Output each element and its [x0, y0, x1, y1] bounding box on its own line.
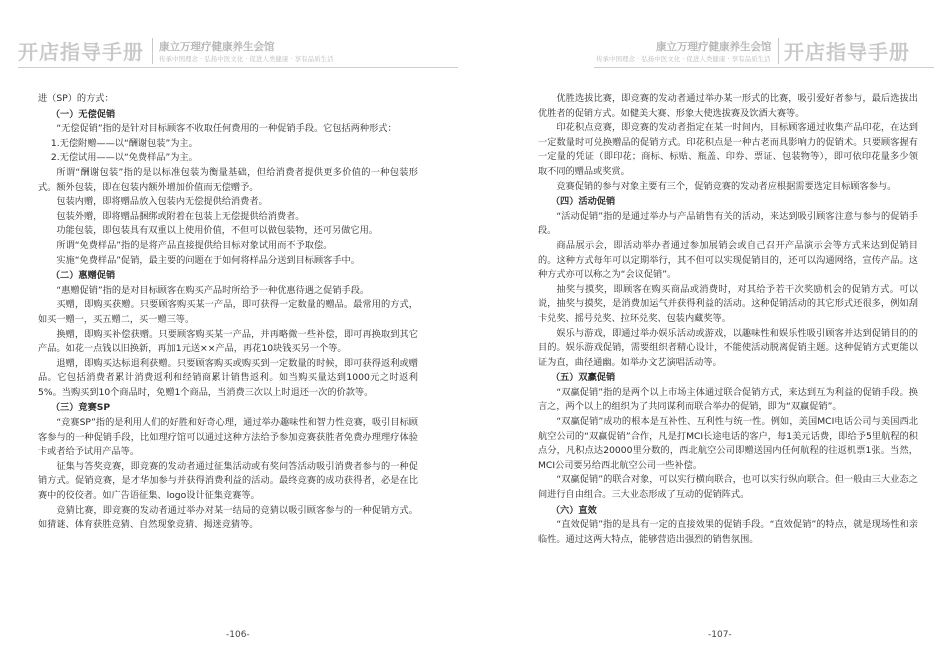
paragraph: “竞赛SP”指的是利用人们的好胜和好奇心理，通过举办趣味性和智力性竞赛，吸引目标顾客参与的一种促销手段，比如理疗馆可以通过这种方法给予参加竞赛获胜者免费办理理疗体验卡或者给予试用产品等。	[38, 417, 418, 458]
section-heading: （三）竞赛SP	[50, 402, 111, 414]
header-divider	[152, 38, 153, 64]
paragraph: “无偿促销”指的是针对目标顾客不收取任何费用的一种促销手段。它包括两种形式：	[56, 123, 397, 135]
paragraph: 商品展示会，即活动举办者通过参加展销会或自己召开产品演示会等方式来达到促销目的。这种方式每年可以定期举行，其不但可以实现促销目的，还可以沟通网络，宣传产品。这种方式亦可以称之为“会议促销”。	[538, 239, 918, 281]
paragraph: 娱乐与游戏，即通过举办娱乐活动或游戏，以趣味性和娱乐性吸引顾客并达到促销目的的目的。娱乐游戏促销，需要组织者精心设计，不能使活动脱离促销主题。这种促销方式更能以证为直，曲径通幽。如举办文艺演唱活动等。	[538, 327, 918, 368]
paragraph: 1.无偿附赠——以“酬谢包装”为主。	[50, 137, 198, 149]
brand-name: 康立万理疗健康养生会馆	[656, 41, 772, 53]
page-number: -106-	[226, 630, 250, 640]
paragraph: “双赢促销”成功的根本是互补性、互利性与统一性。例如，美国MCI电话公司与美国西北航空公司的“双赢促销”合作，凡是打MCI长途电话的客户，每1美元话费，即给予5里航程的积点分，凡积点达20000里分数的，西北航空公司即赠送国内任何航程的往返机票1张。当然，MCI公司要另给西北航空公司一些补偿。	[538, 416, 918, 471]
right-page	[476, 0, 952, 669]
page-header	[18, 36, 458, 70]
header-rule	[594, 67, 934, 68]
paragraph: 印花积点竞赛，即竞赛的发动者指定在某一时间内，目标顾客通过收集产品印花，在达到一定数量时可兑换赠品的促销方式。印花积点是一种古老而具影响力的促销术。只要顾客握有一定量的凭证（即印花；商标、标贴、瓶盖、印券、票证、包装物等），即可依印花量多少领取不同的赠品或奖赏。	[538, 122, 918, 177]
paragraph: 包装内赠，即将赠品放入包装内无偿提供给消费者。	[56, 196, 268, 208]
paragraph: “活动促销”指的是通过举办与产品销售有关的活动，来达到吸引顾客注意与参与的促销手段。	[538, 210, 918, 237]
section-heading: （二）惠赠促销	[50, 270, 116, 282]
section-heading: （四）活动促销	[550, 196, 616, 208]
paragraph: “惠赠促销”指的是对目标顾客在购买产品时所给予一种优惠待遇之促销手段。	[56, 284, 370, 296]
header-rule	[18, 67, 458, 68]
header-divider	[778, 38, 779, 64]
paragraph: 所谓“酬谢包装”指的是以标准包装为衡量基础，但给消费者提供更多价值的一种包装形式。额外包装，即在包装内额外增加价值而无偿赠予。	[38, 166, 418, 193]
handbook-title: 开店指导手册	[18, 40, 144, 64]
paragraph: 换赠，即购买补偿获赠。只要顾客购买某一产品，并再略微一些补偿，即可再换取到其它产品。如花一点钱以旧换新，再加1元送××产品，再花10块钱买另一个等。	[38, 328, 418, 355]
paragraph: “双赢促销”的联合对象，可以实行横向联合，也可以实行纵向联合。但一般由三大业态之间进行自由组合。三大业态形成了互动的促销阵式。	[538, 474, 918, 501]
paragraph: 实施“免费样品”促销，最主要的问题在于如何将样品分送到目标顾客手中。	[56, 254, 360, 266]
paragraph: 2.无偿试用——以“免费样品”为主。	[50, 152, 198, 164]
brand-name: 康立万理疗健康养生会馆	[159, 41, 275, 53]
paragraph: “双赢促销”指的是两个以上市场主体通过联合促销方式，来达到互为利益的促销手段。换言之，两个以上的组织为了共同谋利而联合举办的促销，即为“双赢促销”。	[538, 386, 918, 413]
paragraph: 竞赛促销的参与对象主要有三个，促销竞赛的发动者应根据需要选定目标顾客参与。	[556, 180, 897, 192]
section-heading: （六）直效	[550, 504, 597, 516]
section-heading: （五）双赢促销	[550, 372, 616, 384]
paragraph: 抽奖与摸奖，即顾客在购买商品或消费时，对其给予若干次奖励机会的促销方式。可以说，抽奖与摸奖，是消费加运气并获得利益的活动。这种促销活动的其它形式还很多，例如刮卡兑奖、摇号兑奖、拉环兑奖、包装内藏奖等。	[538, 283, 918, 324]
paragraph: 功能包装，即包装具有双重以上使用价值，不但可以做包装物，还可另做它用。	[56, 225, 378, 237]
paragraph: 优胜选拔比赛，即竞赛的发动者通过举办某一形式的比赛，吸引爱好者参与，最后选拔出优胜者的促销方式。如健美大赛、形象大使选拔赛及饮酒大赛等。	[538, 93, 918, 119]
paragraph: 进（SP）的方式：	[38, 93, 114, 104]
paragraph: 所谓“免费样品”指的是将产品直接提供给目标对象试用而不予取偿。	[56, 239, 333, 251]
page-number: -107-	[708, 630, 732, 640]
section-heading: （一）无偿促销	[50, 108, 116, 120]
paragraph: 征集与答奖竞赛，即竞赛的发动者通过征集活动或有奖问答活动吸引消费者参与的一种促销方式。促销竞赛，是才华加参与并获得消费利益的活动。最终竞赛的成功获得者，必是在比赛中的佼佼者。如广告语征集、logo设计征集竞赛等。	[38, 460, 418, 502]
paragraph: 竞猜比赛，即竞赛的发动者通过举办对某一结局的竞猜以吸引顾客参与的一种促销方式。如猜谜、体育获胜竞猜、自然现象竞猜、揭迷竞猜等。	[38, 504, 418, 531]
paragraph: 退赠，即购买达标退利获赠。只要顾客购买或购买到一定数量的时候，即可获得返利或赠品。它包括消费者累计消费返利和经销商累计销售返利。如当购买量达到1000元之时返利5%。当购买到10个商品时，免赠1个商品，当消费三次以上时退还一次的价款等。	[38, 357, 418, 398]
brand-slogan: 传承中国理念 · 弘扬中医文化 · 促进人类健康 · 享有品质生活	[596, 55, 771, 63]
paragraph: 包装外赠，即将赠品捆绑或附着在包装上无偿提供给消费者。	[56, 210, 305, 222]
brand-slogan: 传承中国理念 · 弘扬中医文化 · 促进人类健康 · 享有品质生活	[159, 55, 334, 63]
handbook-title: 开店指导手册	[784, 40, 910, 64]
page-header	[594, 36, 934, 70]
page-body	[38, 92, 418, 533]
paragraph: 买赠，即购买获赠。只要顾客购买某一产品，即可获得一定数量的赠品。最常用的方式，如买一赠一，买五赠二，买一赠三等。	[38, 299, 418, 325]
page-body	[538, 92, 918, 547]
paragraph: “直效促销”指的是具有一定的直接效果的促销手段。“直效促销”的特点，就是现场性和亲临性。通过这两大特点，能够营造出强烈的销售氛围。	[538, 519, 918, 545]
